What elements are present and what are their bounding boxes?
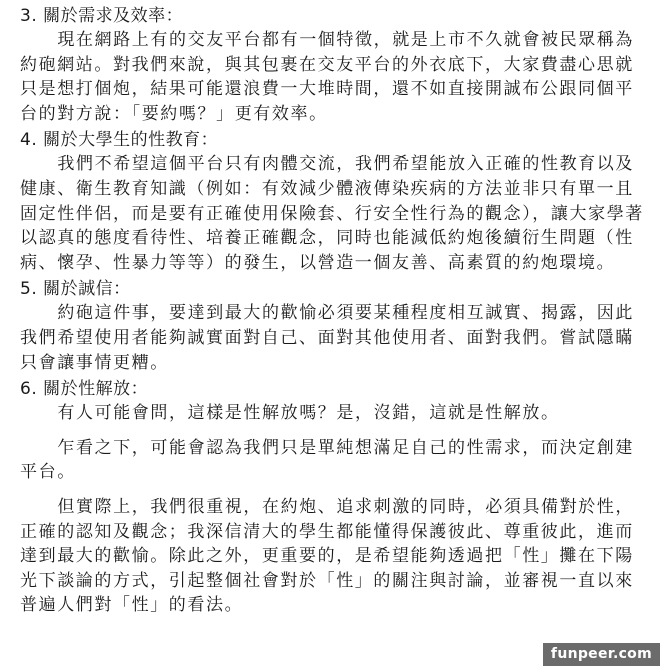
section-paragraph: 我們不希望這個平台只有肉體交流，我們希望能放入正確的性教育以及健康、衛生教育知識（例如：有效減少體液傳染疾病的方法並非只有單一且固定性伴侶，而是要有正確使用保險套、行安全性行為的觀念），讓大家學著以認真的態度看待性、培養正確觀念，同時也能減低約炮後續衍生問題（性病、懷孕、性暴力等等）的發生，以營造一個友善、高素質的約炮環境。	[20, 154, 644, 273]
section-heading: 5. 關於誠信：	[20, 279, 131, 300]
section-paragraph: 約砲這件事，要達到最大的歡愉必須要某種程度相互誠實、揭露，因此我們希望使用者能夠誠實面對自己、面對其他使用者、面對我們。嘗試隱瞞只會讓事情更糟。	[20, 303, 634, 373]
section-sexual-liberation	[20, 377, 646, 618]
section-honesty	[20, 277, 646, 375]
section-demand-efficiency	[20, 4, 646, 126]
section-paragraph: 但實際上，我們很重視，在約炮、追求刺激的同時，必須具備對於性，正確的認知及觀念；我深信清大的學生都能懂得保護彼此、尊重彼此，進而達到最大的歡愉。除此之外，更重要的，是希望能夠透過把「性」攤在下陽光下談論的方式，引起整個社會對於「性」的關注與討論，並審視一直以來普遍人們對「性」的看法。	[20, 496, 634, 616]
section-paragraph: 有人可能會問，這樣是性解放嗎？是，沒錯，這就是性解放。	[57, 403, 560, 424]
section-heading: 4. 關於大學生的性教育：	[20, 130, 219, 151]
section-heading: 6. 關於性解放：	[20, 379, 149, 400]
section-heading: 3. 關於需求及效率：	[20, 6, 184, 26]
section-paragraph: 乍看之下，可能會認為我們只是單純想滿足自己的性需求，而決定創建平台。	[20, 437, 634, 483]
section-paragraph: 現在網路上有的交友平台都有一個特徵，就是上市不久就會被民眾稱為約砲網站。對我們來說，與其包裹在交友平台的外衣底下，大家費盡心思就只是想打個炮，結果可能還浪費一大堆時間，還不如直接開誠布公跟同個平台的對方說：「要約嗎？」更有效率。	[20, 30, 634, 124]
section-sex-education	[20, 128, 646, 275]
watermark-logo: funpeer.com	[543, 643, 660, 666]
